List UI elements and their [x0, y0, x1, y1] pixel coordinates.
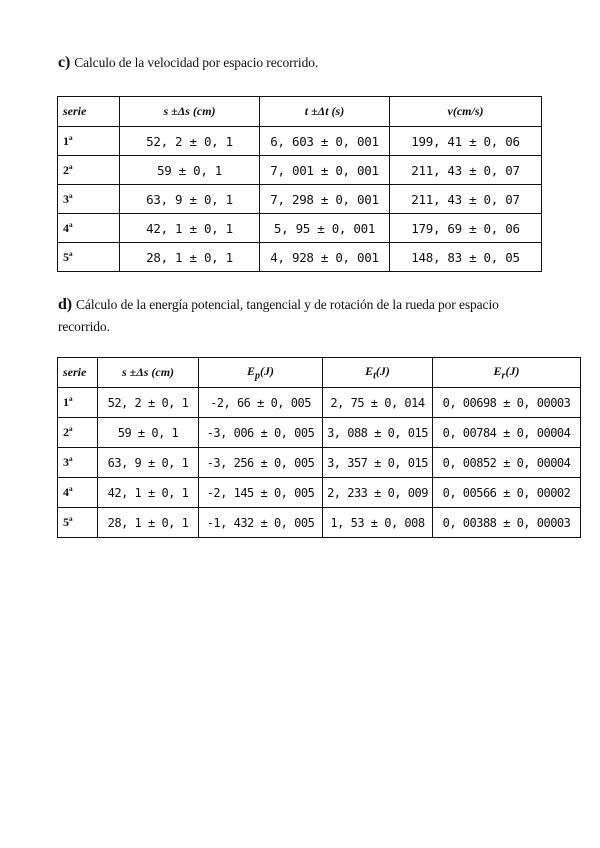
- header-rotational-energy: [433, 358, 581, 388]
- cell-tangential-energy: 1, 53 ± 0, 008: [323, 508, 433, 538]
- cell-rotational-energy: 0, 00388 ± 0, 00003: [433, 508, 581, 538]
- table-row: [58, 478, 581, 508]
- table-header-row: [58, 97, 542, 127]
- header-er-sub: r: [501, 370, 506, 382]
- cell-tangential-energy: 3, 088 ± 0, 015: [323, 418, 433, 448]
- cell-serie: 1ª: [58, 388, 98, 418]
- cell-serie: 4ª: [58, 478, 98, 508]
- cell-serie: 2ª: [58, 418, 98, 448]
- cell-potential-energy: -2, 66 ± 0, 005: [199, 388, 323, 418]
- cell-serie: 2ª: [58, 156, 120, 185]
- header-serie: serie: [58, 358, 98, 388]
- cell-serie: 3ª: [58, 448, 98, 478]
- cell-velocity: 211, 43 ± 0, 07: [390, 185, 542, 214]
- header-er-base: E: [493, 363, 502, 378]
- cell-potential-energy: -2, 145 ± 0, 005: [199, 478, 323, 508]
- cell-time: 4, 928 ± 0, 001: [260, 243, 390, 272]
- table-row: [58, 418, 581, 448]
- cell-rotational-energy: 0, 00566 ± 0, 00002: [433, 478, 581, 508]
- cell-tangential-energy: 3, 357 ± 0, 015: [323, 448, 433, 478]
- cell-time: 5, 95 ± 0, 001: [260, 214, 390, 243]
- cell-distance: 52, 2 ± 0, 1: [120, 127, 260, 156]
- cell-velocity: 211, 43 ± 0, 07: [390, 156, 542, 185]
- header-ep-base: E: [246, 363, 255, 378]
- table-row: [58, 185, 542, 214]
- section-c-heading: [58, 52, 318, 74]
- header-et-unit: (J): [375, 363, 390, 378]
- cell-serie: 4ª: [58, 214, 120, 243]
- cell-velocity: 199, 41 ± 0, 06: [390, 127, 542, 156]
- cell-serie: 5ª: [58, 508, 98, 538]
- section-c-letter: c): [58, 54, 71, 71]
- table-row: [58, 243, 542, 272]
- cell-distance: 42, 1 ± 0, 1: [120, 214, 260, 243]
- table-header-row: [58, 358, 581, 388]
- cell-tangential-energy: 2, 75 ± 0, 014: [323, 388, 433, 418]
- cell-velocity: 148, 83 ± 0, 05: [390, 243, 542, 272]
- header-potential-energy: [199, 358, 323, 388]
- cell-distance: 59 ± 0, 1: [120, 156, 260, 185]
- section-d-text: Cálculo de la energía potencial, tangencial y de rotación de la rueda por espacio recorrido.: [58, 297, 499, 334]
- cell-velocity: 179, 69 ± 0, 06: [390, 214, 542, 243]
- table-row: [58, 214, 542, 243]
- cell-time: 7, 001 ± 0, 001: [260, 156, 390, 185]
- cell-time: 6, 603 ± 0, 001: [260, 127, 390, 156]
- velocity-table: [57, 96, 542, 272]
- table-row: [58, 508, 581, 538]
- cell-distance: 59 ± 0, 1: [98, 418, 199, 448]
- header-tangential-energy: [323, 358, 433, 388]
- section-d-letter: d): [58, 296, 73, 313]
- cell-distance: 63, 9 ± 0, 1: [98, 448, 199, 478]
- cell-potential-energy: -1, 432 ± 0, 005: [199, 508, 323, 538]
- header-et-base: E: [365, 363, 374, 378]
- header-velocity: v(cm/s): [390, 97, 542, 127]
- header-et-sub: t: [373, 370, 376, 382]
- header-distance: s ±Δs (cm): [120, 97, 260, 127]
- table-row: [58, 448, 581, 478]
- header-ep-unit: (J): [260, 363, 274, 378]
- cell-potential-energy: -3, 006 ± 0, 005: [199, 418, 323, 448]
- cell-time: 7, 298 ± 0, 001: [260, 185, 390, 214]
- table-row: [58, 127, 542, 156]
- cell-serie: 1ª: [58, 127, 120, 156]
- cell-distance: 42, 1 ± 0, 1: [98, 478, 199, 508]
- cell-distance: 28, 1 ± 0, 1: [120, 243, 260, 272]
- cell-serie: 5ª: [58, 243, 120, 272]
- cell-distance: 28, 1 ± 0, 1: [98, 508, 199, 538]
- table-row: [58, 156, 542, 185]
- cell-rotational-energy: 0, 00784 ± 0, 00004: [433, 418, 581, 448]
- cell-distance: 63, 9 ± 0, 1: [120, 185, 260, 214]
- table-row: [58, 388, 581, 418]
- energy-table: [57, 357, 581, 538]
- section-d-heading: [58, 294, 538, 338]
- cell-serie: 3ª: [58, 185, 120, 214]
- cell-rotational-energy: 0, 00698 ± 0, 00003: [433, 388, 581, 418]
- section-c-text: Calculo de la velocidad por espacio recorrido.: [74, 55, 319, 70]
- header-serie: serie: [58, 97, 120, 127]
- header-time: t ±Δt (s): [260, 97, 390, 127]
- cell-rotational-energy: 0, 00852 ± 0, 00004: [433, 448, 581, 478]
- header-distance: s ±Δs (cm): [98, 358, 199, 388]
- header-er-unit: (J): [505, 363, 520, 378]
- cell-tangential-energy: 2, 233 ± 0, 009: [323, 478, 433, 508]
- cell-distance: 52, 2 ± 0, 1: [98, 388, 199, 418]
- header-ep-sub: p: [255, 370, 260, 382]
- cell-potential-energy: -3, 256 ± 0, 005: [199, 448, 323, 478]
